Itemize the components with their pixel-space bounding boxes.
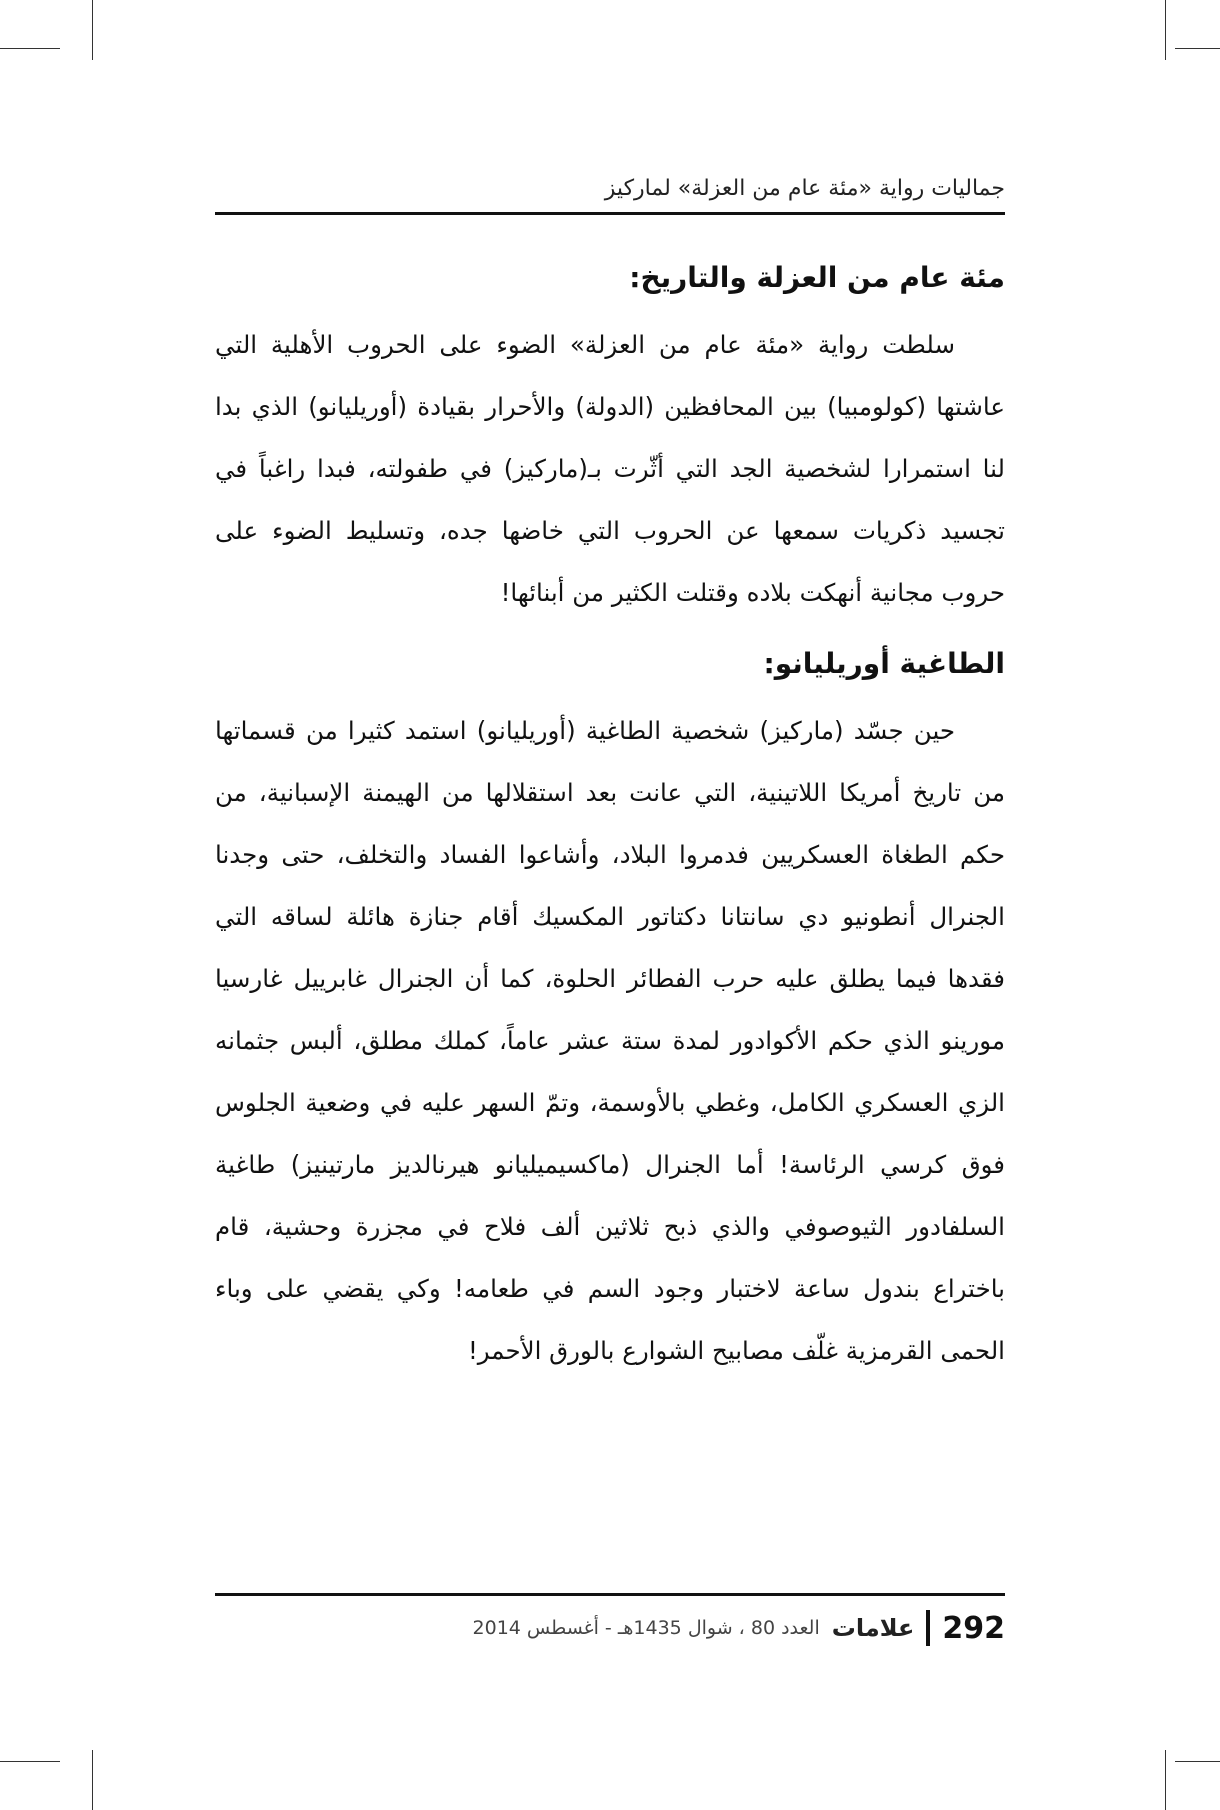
page-footer — [215, 1604, 1005, 1652]
issue-info: العدد 80 ، شوال 1435هـ - أغسطس 2014 — [472, 1617, 820, 1639]
section-title-history: مئة عام من العزلة والتاريخ: — [629, 261, 1005, 294]
crop-mark-bottom-left-horizontal — [0, 1761, 60, 1762]
crop-mark-top-right-horizontal — [1175, 48, 1220, 49]
section-title-tyrant: الطاغية أوريليانو: — [763, 647, 1005, 680]
footer-rule — [215, 1593, 1005, 1596]
running-header: جماليات رواية «مئة عام من العزلة» لماركيز — [604, 176, 1005, 201]
article-body — [215, 256, 1005, 1382]
header-rule — [215, 212, 1005, 215]
crop-mark-bottom-left-vertical — [92, 1750, 93, 1810]
footer-separator — [926, 1610, 930, 1646]
section-gap — [215, 624, 1005, 642]
crop-mark-top-left-horizontal — [0, 48, 60, 49]
crop-mark-bottom-right-vertical — [1165, 1750, 1166, 1810]
crop-mark-top-right-vertical — [1165, 0, 1166, 60]
crop-mark-top-left-vertical — [92, 0, 93, 60]
journal-logo: علامات — [831, 1614, 915, 1642]
paragraph-history: سلطت رواية «مئة عام من العزلة» الضوء على الحروب الأهلية التي عاشتها (كولومبيا) بين المحافظين (الدولة) والأحرار بقيادة (أوريليانو) الذي بدا لنا استمرارا لشخصية الجد التي أثّرت بـ(ماركيز) في طفولته، فبدا راغباً في تجسيد ذكريات سمعها عن الحروب التي خاضها جده، وتسليط الضوء على حروب مجانية أنهكت بلاده وقتلت الكثير من أبنائها! — [215, 330, 1005, 607]
page-number: 292 — [942, 1610, 1005, 1646]
paragraph-tyrant: حين جسّد (ماركيز) شخصية الطاغية (أوريليانو) استمد كثيرا من قسماتها من تاريخ أمريكا اللاتينية، التي عانت بعد استقلالها من الهيمنة الإسبانية، من حكم الطغاة العسكريين فدمروا البلاد، وأشاعوا الفساد والتخلف، حتى وجدنا الجنرال أنطونيو دي سانتانا دكتاتور المكسيك أقام جنازة هائلة لساقه التي فقدها فيما يطلق عليه حرب الفطائر الحلوة، كما أن الجنرال غابرييل غارسيا مورينو الذي حكم الأكوادور لمدة ستة عشر عاماً، كملك مطلق، ألبس جثمانه الزي العسكري الكامل، وغطي بالأوسمة، وتمّ السهر عليه في وضعية الجلوس فوق كرسي الرئاسة! أما الجنرال (ماكسيميليانو هيرنالديز مارتينيز) طاغية السلفادور الثيوصوفي والذي ذبح ثلاثين ألف فلاح في مجزرة وحشية، قام باختراع بندول ساعة لاختبار وجود السم في طعامه! وكي يقضي على وباء الحمى القرمزية غلّف مصابيح الشوارع بالورق الأحمر! — [215, 716, 1005, 1365]
crop-mark-bottom-right-horizontal — [1175, 1761, 1220, 1762]
